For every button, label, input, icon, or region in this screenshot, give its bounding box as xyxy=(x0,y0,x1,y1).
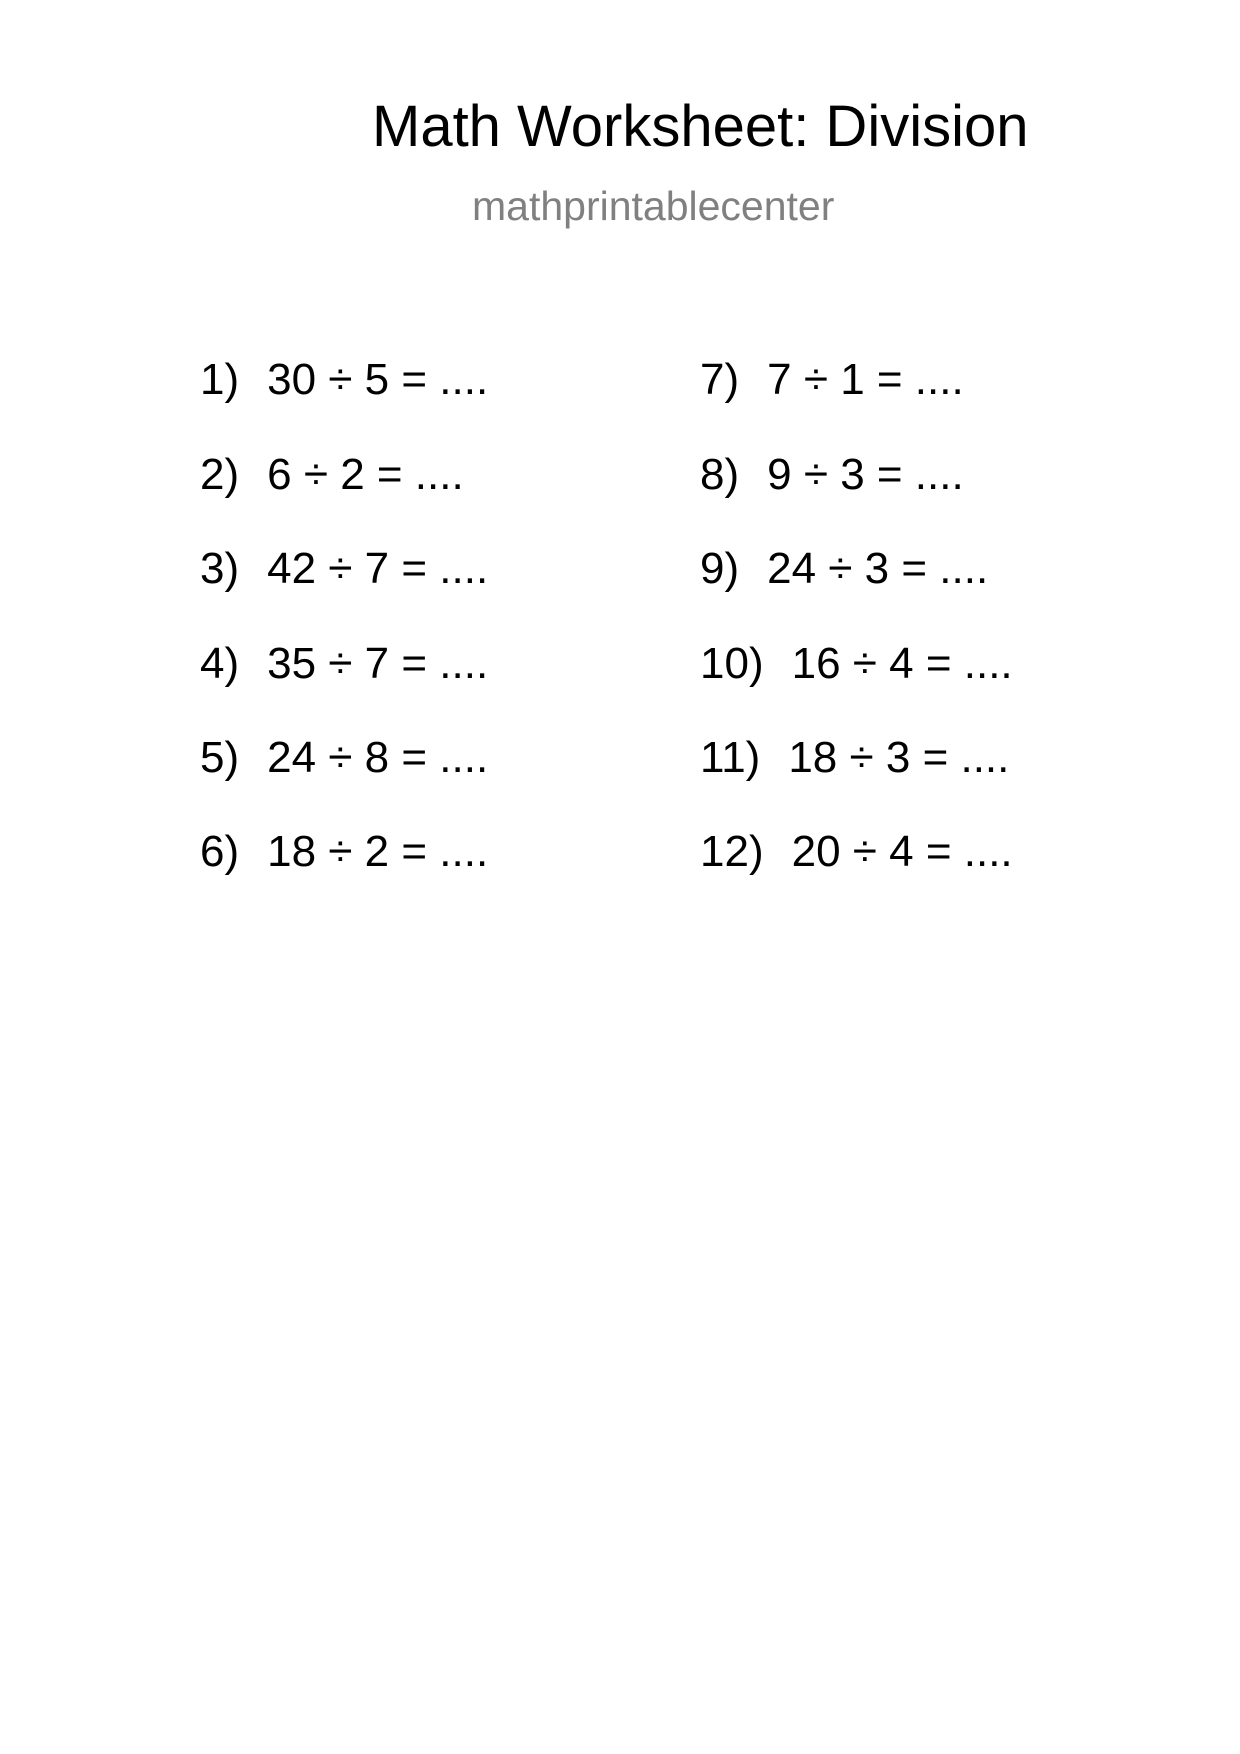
problem-expression: 7 ÷ 1 = .... xyxy=(767,355,964,404)
problem-expression: 6 ÷ 2 = .... xyxy=(267,450,464,499)
problem-11 xyxy=(700,733,1010,782)
problem-number: 1) xyxy=(200,355,240,404)
problem-expression: 30 ÷ 5 = .... xyxy=(267,355,489,404)
problem-number: 12) xyxy=(700,827,764,876)
problem-expression: 42 ÷ 7 = .... xyxy=(267,544,489,593)
problem-4 xyxy=(200,639,489,688)
problem-number: 10) xyxy=(700,639,764,688)
problem-number: 9) xyxy=(700,544,740,593)
problem-expression: 24 ÷ 8 = .... xyxy=(267,733,489,782)
problem-number: 4) xyxy=(200,639,240,688)
problem-6 xyxy=(200,827,489,876)
problem-expression: 18 ÷ 3 = .... xyxy=(788,733,1010,782)
problem-2 xyxy=(200,450,464,499)
problem-3 xyxy=(200,544,489,593)
problem-expression: 16 ÷ 4 = .... xyxy=(791,639,1013,688)
problem-5 xyxy=(200,733,489,782)
problem-1 xyxy=(200,355,489,404)
problem-expression: 24 ÷ 3 = .... xyxy=(767,544,989,593)
problem-number: 3) xyxy=(200,544,240,593)
problem-8 xyxy=(700,450,964,499)
problem-expression: 18 ÷ 2 = .... xyxy=(267,827,489,876)
problem-expression: 9 ÷ 3 = .... xyxy=(767,450,964,499)
problem-number: 2) xyxy=(200,450,240,499)
problem-number: 11) xyxy=(700,733,761,782)
problem-number: 8) xyxy=(700,450,740,499)
problem-number: 6) xyxy=(200,827,240,876)
problem-number: 5) xyxy=(200,733,240,782)
problem-expression: 35 ÷ 7 = .... xyxy=(267,639,489,688)
problem-7 xyxy=(700,355,964,404)
problem-12 xyxy=(700,827,1013,876)
worksheet-title: Math Worksheet: Division xyxy=(372,94,1029,159)
worksheet-subtitle: mathprintablecenter xyxy=(472,183,835,229)
problem-expression: 20 ÷ 4 = .... xyxy=(791,827,1013,876)
problem-9 xyxy=(700,544,989,593)
problem-number: 7) xyxy=(700,355,740,404)
problem-10 xyxy=(700,639,1013,688)
